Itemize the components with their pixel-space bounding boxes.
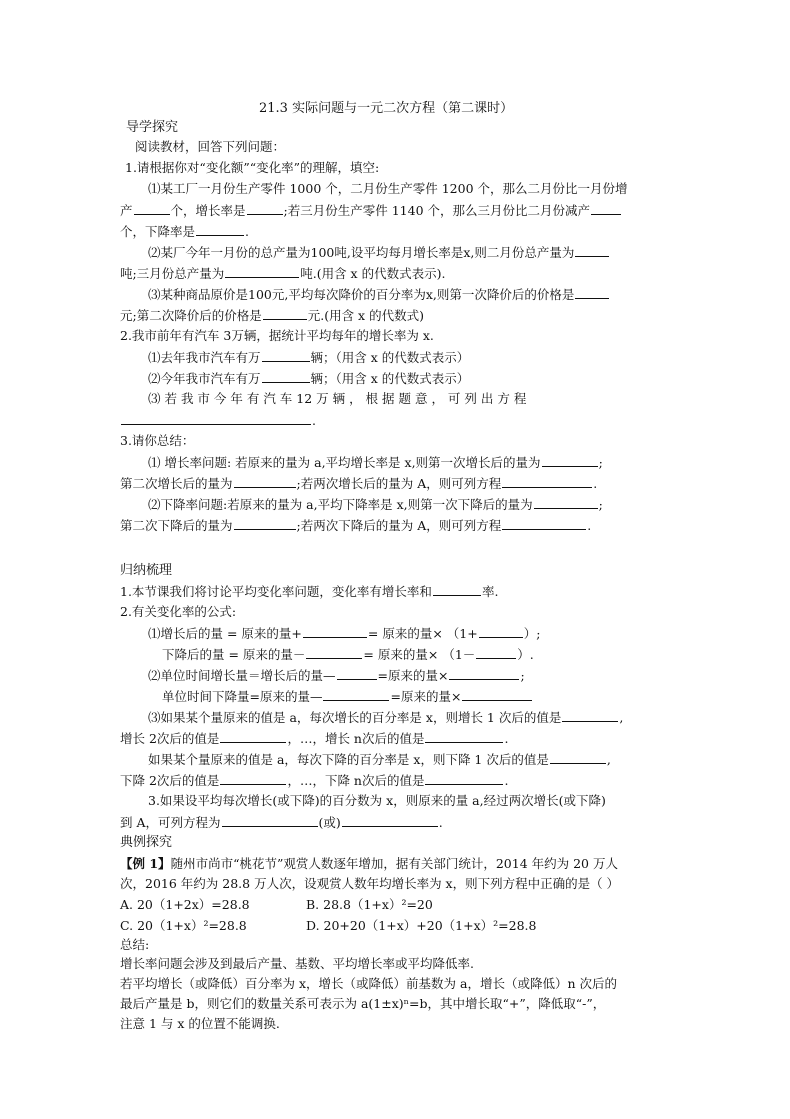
q1-p3-text-a: ⑶某种商品原价是100元,平均每次降价的百分率为x,则第一次降价后的价格是 — [148, 287, 575, 302]
q1-p3-line2 — [120, 307, 424, 324]
formula-text: = 原来的量× （1－ — [363, 647, 476, 662]
answer-blank[interactable] — [306, 646, 362, 659]
q1-stem: 1.请根据你对“变化额”“变化率”的理解，填空: — [125, 160, 380, 175]
q1-p2-line1 — [148, 244, 610, 261]
answer-blank[interactable] — [337, 667, 377, 680]
answer-blank[interactable] — [262, 370, 310, 383]
punct: ; — [598, 455, 603, 470]
formula-text: 下降后的量 = 原来的量－ — [162, 647, 306, 662]
answer-blank[interactable] — [323, 688, 389, 701]
formula-text: ）; — [523, 626, 541, 641]
formula-text: 下降 2次后的值是 — [120, 773, 220, 788]
q2-p2 — [148, 370, 469, 387]
summary-text-b: 率. — [481, 584, 499, 599]
formula-text: 如果某个量原来的值是 a，每次下降的百分率是 x，则下降 1 次后的值是 — [148, 752, 549, 767]
answer-blank[interactable] — [196, 223, 244, 236]
section-heading-examples: 典例探究 — [120, 835, 173, 850]
answer-blank[interactable] — [449, 667, 519, 680]
q1-p1-line1: ⑴某工厂一月份生产零件 1000 个，二月份生产零件 1200 个，那么二月份比一月份增 — [148, 181, 628, 196]
answer-blank[interactable] — [502, 517, 586, 530]
q2-p3-line1: ⑶ 若 我 市 今 年 有 汽 车 12 万 辆 ， 根 据 题 意 ， 可 列 出 方 程 — [148, 391, 527, 406]
formula-growth-n-line2 — [120, 730, 508, 747]
q2-p1-text-a: ⑴去年我市汽车有万 — [148, 350, 261, 365]
q1-p2-text-a: ⑵某厂今年一月份的总产量为100吨,设平均每月增长率是x,则二月份总产量为 — [148, 245, 575, 260]
answer-blank[interactable] — [425, 730, 503, 743]
answer-blank[interactable] — [575, 286, 609, 299]
formula-decline — [162, 646, 534, 663]
q1-p1-line3 — [120, 223, 249, 240]
q1-p1-text-c: ;若三月份生产零件 1140 个，那么三月份比二月份减产 — [283, 203, 591, 218]
answer-blank[interactable] — [342, 814, 438, 827]
example1-line1 — [120, 856, 618, 872]
q2-stem: 2.我市前年有汽车 3万辆，据统计平均每年的增长率为 x. — [120, 328, 434, 343]
q3-stem: 3.请你总结： — [120, 433, 195, 448]
answer-blank[interactable] — [479, 625, 523, 638]
formula-text: . — [504, 731, 509, 746]
q1-p2-line2 — [120, 265, 445, 282]
q1-p1-text-b: 个，增长率是 — [170, 203, 246, 218]
answer-blank[interactable] — [220, 730, 286, 743]
q3-p2-text-b: 第二次下降后的量为 — [120, 518, 233, 533]
formula-text: =原来的量× — [390, 689, 462, 704]
section-heading-summary: 归纳梳理 — [120, 563, 173, 578]
q1-p1-text-d: 个，下降率是 — [120, 224, 196, 239]
q2-p3-line2 — [120, 412, 316, 429]
answer-blank[interactable] — [234, 517, 296, 530]
formula-equation-line2 — [120, 814, 443, 831]
formula-growth — [148, 625, 540, 642]
section-heading-explore: 导学探究 — [126, 120, 179, 135]
q3-p1-line1 — [148, 454, 603, 471]
punct: . — [312, 413, 316, 428]
answer-blank[interactable] — [591, 202, 621, 215]
formula-text: ）. — [517, 647, 534, 662]
q3-p2-line2 — [120, 517, 591, 534]
page-title: 21.3 实际问题与一元二次方程（第二课时） — [259, 101, 514, 116]
example-text: 随州市尚市“桃花节”观赏人数逐年增加，据有关部门统计，2014 年约为 20 万人 — [170, 856, 618, 871]
formula-text: ，…，下降 n次后的值是 — [287, 773, 425, 788]
answer-blank[interactable] — [234, 475, 296, 488]
answer-blank[interactable] — [562, 709, 618, 722]
summary-text-a: 1.本节课我们将讨论平均变化率问题，变化率有增长率和 — [120, 584, 432, 599]
answer-blank[interactable] — [225, 265, 299, 278]
q2-p1-text-b: 辆；（用含 x 的代数式表示） — [310, 350, 470, 365]
answer-blank[interactable] — [542, 454, 598, 467]
summary-text-3: 最后产量是 b，则它们的数量关系可表示为 a(1±x)ⁿ=b，其中增长取“+”，降低取“-”， — [120, 996, 606, 1011]
summary-line1 — [120, 583, 498, 600]
option-c: C. 20（1+x）²=28.8 — [120, 918, 247, 933]
q3-p1-line2 — [120, 475, 597, 492]
answer-blank[interactable] — [550, 751, 606, 764]
answer-blank[interactable] — [433, 583, 481, 596]
q3-p2-text-c: ;若两次下降后的量为 A，则可列方程 — [296, 518, 502, 533]
answer-blank[interactable] — [134, 202, 170, 215]
formula-text: 到 A，可列方程为 — [120, 815, 221, 830]
q2-p2-text-a: ⑵今年我市汽车有万 — [148, 371, 261, 386]
punct: . — [587, 518, 592, 533]
formula-text: . — [438, 815, 443, 830]
formula-decline-n-line2 — [120, 772, 508, 789]
formula-text: . — [504, 773, 509, 788]
formula-text: = 原来的量× （1+ — [367, 626, 478, 641]
answer-blank[interactable] — [220, 772, 286, 785]
answer-blank[interactable] — [222, 814, 318, 827]
punct: . — [245, 224, 249, 239]
answer-blank[interactable] — [263, 307, 307, 320]
formula-decline-n-line1 — [148, 751, 611, 768]
q3-p2-line1 — [148, 496, 603, 513]
formula-text: ; — [520, 668, 525, 683]
q2-p2-text-b: 辆；（用含 x 的代数式表示） — [310, 371, 470, 386]
q1-p3-line1 — [148, 286, 610, 303]
summary-text-1: 增长率问题会涉及到最后产量、基数、平均增长率或平均降低率. — [120, 956, 474, 971]
punct: . — [593, 476, 598, 491]
formula-growth-n-line1 — [148, 709, 623, 726]
q1-p2-text-b: 吨;三月份总产量为 — [120, 266, 225, 281]
summary-text-2: 若平均增长（或降低）百分率为 x，增长（或降低）前基数为 a，增长（或降低）n 次后的 — [120, 976, 617, 991]
q1-p2-text-c: 吨.(用含 x 的代数式表示). — [300, 266, 446, 281]
example-label: 【例 1】 — [120, 856, 171, 871]
q1-p3-text-b: 元;第二次降价后的价格是 — [120, 308, 262, 323]
formula-unit-decline — [162, 688, 533, 705]
formula-text: =原来的量× — [377, 668, 449, 683]
q1-p1-line2 — [120, 202, 622, 219]
q1-p1-text-a: 产 — [120, 203, 133, 218]
answer-blank[interactable] — [462, 688, 532, 701]
q3-p1-text-a: ⑴ 增长率问题: 若原来的量为 a,平均增长率是 x,则第一次增长后的量为 — [148, 455, 541, 470]
answer-blank[interactable] — [247, 202, 283, 215]
option-b: B. 28.8（1+x）²=20 — [306, 897, 433, 912]
q1-p3-text-c: 元.(用含 x 的代数式) — [307, 308, 424, 323]
formula-equation-line1: 3.如果设平均每次增长(或下降)的百分数为 x，则原来的量 a,经过两次增长(或下降) — [148, 793, 606, 808]
answer-blank[interactable] — [303, 625, 367, 638]
intro-text: 阅读教材，回答下列问题： — [135, 139, 286, 154]
summary-text-4: 注意 1 与 x 的位置不能调换. — [120, 1016, 280, 1031]
answer-blank[interactable] — [575, 244, 609, 257]
q2-p1 — [148, 349, 469, 366]
answer-blank[interactable] — [502, 475, 592, 488]
formula-text: 单位时间下降量=原来的量— — [162, 689, 323, 704]
q3-p2-text-a: ⑵下降率问题:若原来的量为 a,平均下降率是 x,则第一次下降后的量为 — [148, 497, 533, 512]
summary-heading: 总结: — [120, 937, 150, 952]
formula-unit-growth — [148, 667, 525, 684]
formula-text: , — [606, 752, 611, 767]
formula-text: ⑶如果某个量原来的值是 a，每次增长的百分率是 x，则增长 1 次后的值是 — [148, 710, 562, 725]
option-a: A. 20（1+2x）=28.8 — [120, 897, 250, 912]
punct: ; — [598, 497, 603, 512]
formula-text: 增长 2次后的值是 — [120, 731, 220, 746]
q3-p1-text-b: 第二次增长后的量为 — [120, 476, 233, 491]
answer-blank[interactable] — [121, 412, 311, 425]
formula-text: ，…，增长 n次后的值是 — [287, 731, 425, 746]
answer-blank[interactable] — [534, 496, 598, 509]
option-d: D. 20+20（1+x）+20（1+x）²=28.8 — [306, 918, 537, 933]
formula-text: ⑴增长后的量 = 原来的量+ — [148, 626, 302, 641]
answer-blank[interactable] — [476, 646, 516, 659]
answer-blank[interactable] — [425, 772, 503, 785]
formula-text: , — [619, 710, 624, 725]
summary-line2: 2.有关变化率的公式: — [120, 604, 237, 619]
formula-text: ⑵单位时间增长量＝增长后的量— — [148, 668, 336, 683]
formula-text: (或) — [318, 815, 341, 830]
example1-line2: 次，2016 年约为 28.8 万人次，设观赏人数年均增长率为 x，则下列方程中正确的是（ ） — [120, 876, 620, 891]
answer-blank[interactable] — [262, 349, 310, 362]
q3-p1-text-c: ;若两次增长后的量为 A，则可列方程 — [296, 476, 502, 491]
